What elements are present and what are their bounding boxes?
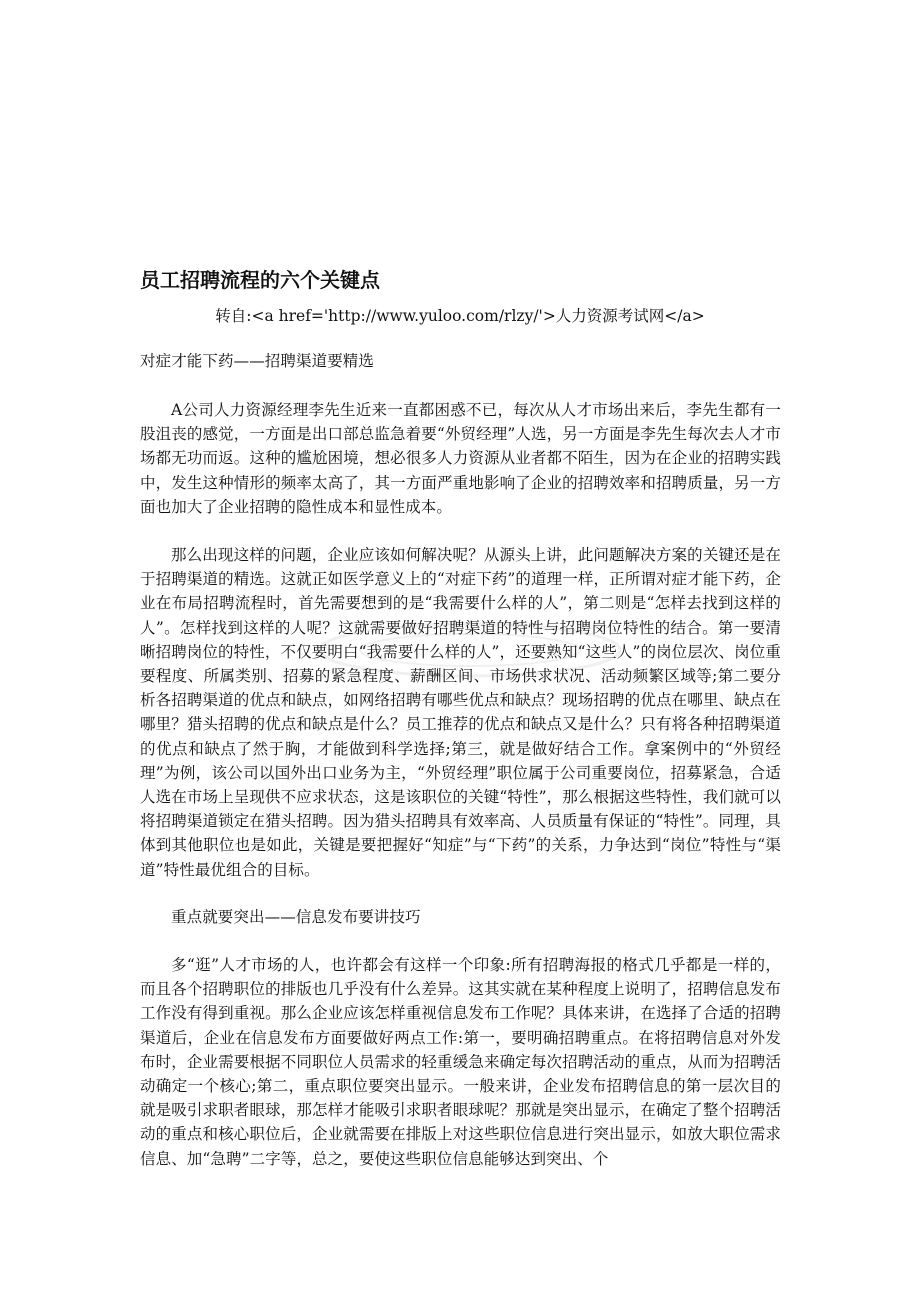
paragraph-2: 那么出现这样的问题，企业应该如何解决呢？从源头上讲，此问题解决方案的关键还是在于招聘渠道的精选。这就正如医学意义上的“对症下药”的道理一样，正所谓对症才能下药，企业在布局招聘流程时，首先需要想到的是“我需要什么样的人”，第二则是“怎样去找到这样的人”。怎样找到这样的人呢？这就需要做好招聘渠道的特性与招聘岗位特性的结合。第一要清晰招聘岗位的特性，不仅要明白“我需要什么样的人”，还要熟知“这些人”的岗位层次、岗位重要程度、所属类别、招募的紧急程度、薪酬区间、市场供求状况、活动频繁区域等;第二要分析各招聘渠道的优点和缺点，如网络招聘有哪些优点和缺点？现场招聘的优点在哪里、缺点在哪里？猎头招聘的优点和缺点是什么？员工推荐的优点和缺点又是什么？只有将各种招聘渠道的优点和缺点了然于胸，才能做到科学选择;第三，就是做好结合工作。拿案例中的“外贸经理”为例，该公司以国外出口业务为主，“外贸经理”职位属于公司重要岗位，招募紧急，合适人选在市场上呈现供不应求状态，这是该职位的关键“特性”，那么根据这些特性，我们就可以将招聘渠道锁定在猎头招聘。因为猎头招聘具有效率高、人员质量有保证的“特性”。同理，具体到其他职位也是如此，关键是要把握好“知症”与“下药”的关系，力争达到“岗位”特性与“渠道”特性最优组合的目标。 [140,546,781,879]
paragraph-3: 多“逛”人才市场的人，也许都会有这样一个印象:所有招聘海报的格式几乎都是一样的，而且各个招聘职位的排版也几乎没有什么差异。这其实就在某种程度上说明了，招聘信息发布工作没有得到重视。那么企业应该怎样重视信息发布工作呢？具体来讲，在选择了合适的招聘渠道后，企业在信息发布方面要做好两点工作:第一，要明确招聘重点。在将招聘信息对外发布时，企业需要根据不同职位人员需求的轻重缓急来确定每次招聘活动的重点，从而为招聘活动确定一个核心;第二，重点职位要突出显示。一般来讲，企业发布招聘信息的第一层次目的就是吸引求职者眼球，那怎样才能吸引求职者眼球呢？那就是突出显示，在确定了整个招聘活动的重点和核心职位后，企业就需要在排版上对这些职位信息进行突出显示，如放大职位需求信息、加“急聘”二字等，总之，要使这些职位信息能够达到突出、个 [140,956,781,1168]
document-title: 员工招聘流程的六个关键点 [140,268,380,292]
section-heading-publishing: 重点就要突出——信息发布要讲技巧 [171,908,421,926]
paragraph-1: A公司人力资源经理李先生近来一直都困惑不已，每次从人才市场出来后，李先生都有一股沮丧的感觉，一方面是出口部总监急着要“外贸经理”人选，另一方面是李先生每次去人才市场都无功而返。这种的尴尬困境，想必很多人力资源从业者都不陌生，因为在企业的招聘实践中，发生这种情形的频率太高了，其一方面严重地影响了企业的招聘效率和招聘质量，另一方面也加大了企业招聘的隐性成本和显性成本。 [140,401,781,516]
section-heading-channels: 对症才能下药——招聘渠道要精选 [140,352,375,370]
source-line: 转自:<a href='http://www.yuloo.com/rlzy/'>人力资源考试网</a> [215,307,705,325]
